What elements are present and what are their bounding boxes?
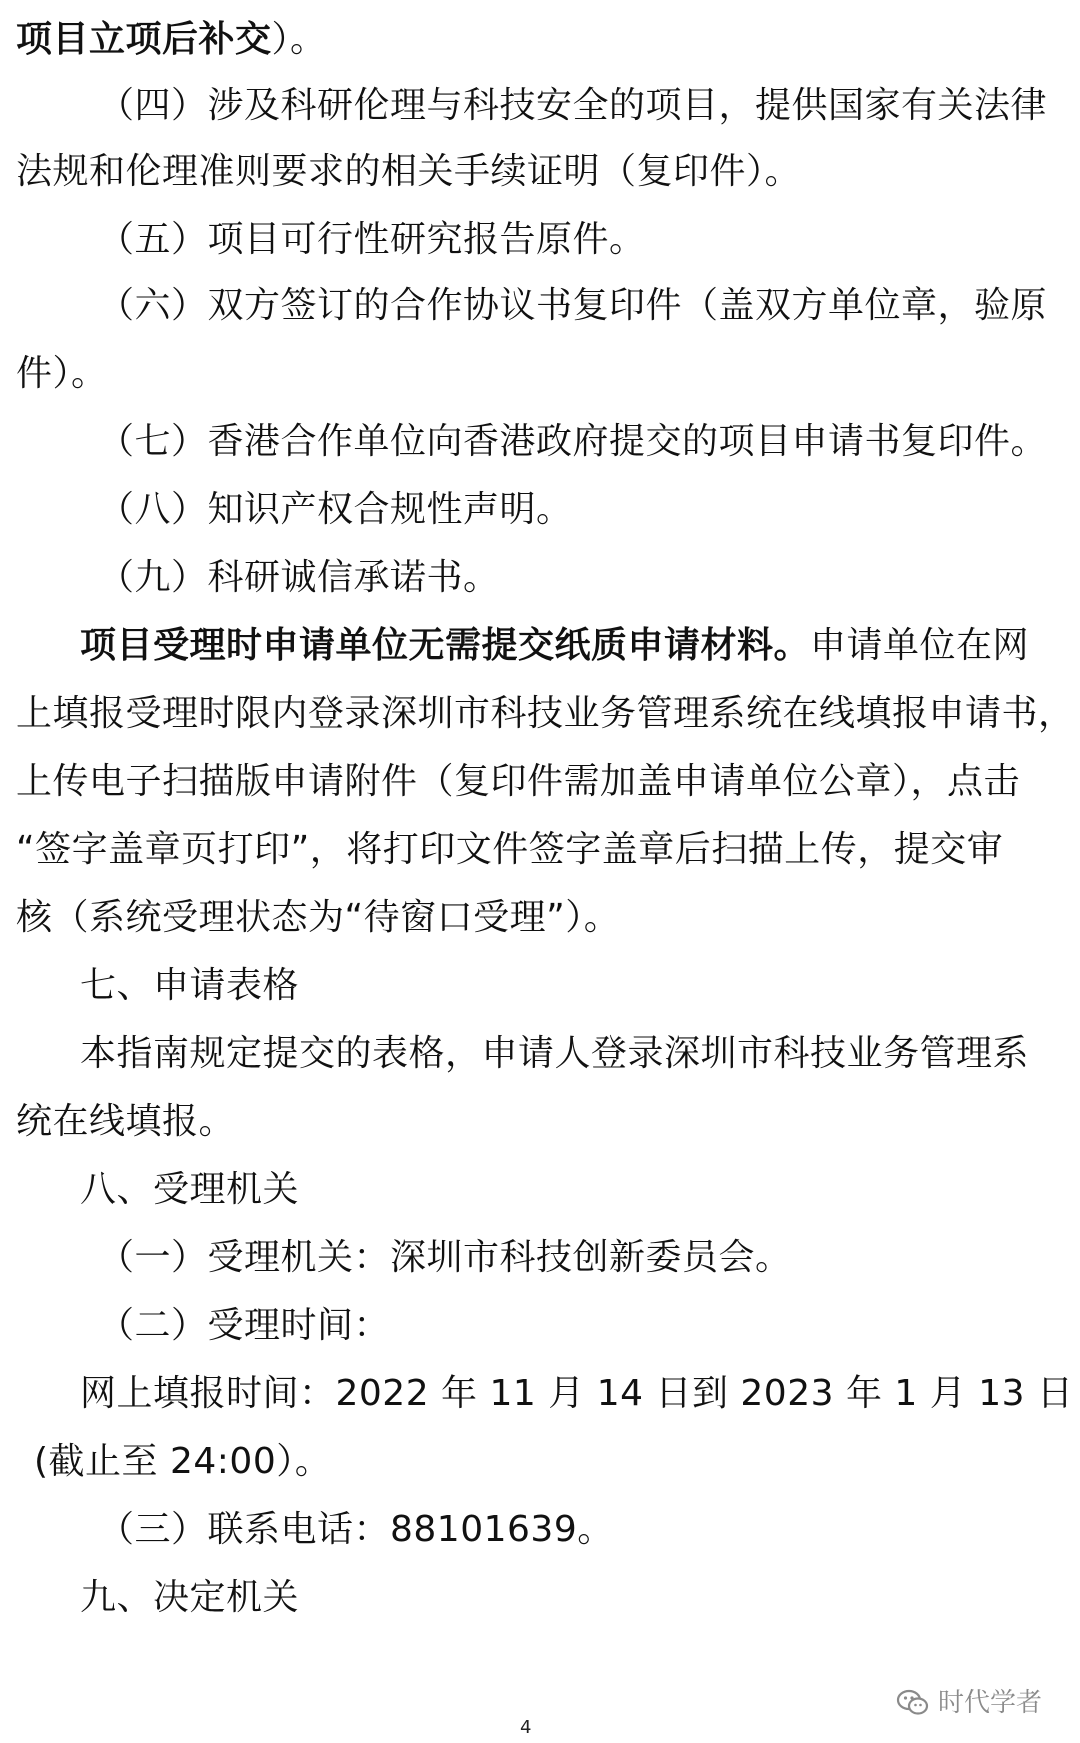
text-run: 本指南规定提交的表格，申请人登录深圳市科技业务管理系	[80, 1033, 1030, 1074]
text-run: 上传电子扫描版申请附件（复印件需加盖申请单位公章），点击	[16, 761, 1021, 802]
text-line	[0, 284, 1080, 328]
text-run: 申请单位在网	[810, 625, 1030, 666]
text-run: 法规和伦理准则要求的相关手续证明（复印件）。	[16, 151, 802, 192]
text-run: 八、受理机关	[80, 1169, 300, 1210]
text-run: （九）科研诚信承诺书。	[98, 557, 500, 598]
text-line	[0, 556, 1080, 600]
text-line	[0, 1168, 1080, 1212]
wechat-icon	[896, 1689, 930, 1717]
bold-text-run: 项目受理时申请单位无需提交纸质申请材料。	[80, 625, 811, 666]
text-run: 网上填报时间：2022 年 11 月 14 日到 2023 年 1 月 13 日	[80, 1373, 1074, 1414]
text-run: 核（系统受理状态为“待窗口受理”）。	[16, 897, 621, 938]
text-run: 九、决定机关	[80, 1577, 300, 1618]
bold-text-run: 项目立项后补交	[16, 19, 272, 60]
text-line	[0, 828, 1080, 872]
text-line	[0, 420, 1080, 464]
text-run: （五）项目可行性研究报告原件。	[98, 219, 646, 260]
text-line	[0, 488, 1080, 532]
text-line	[0, 1236, 1080, 1280]
text-line	[0, 1508, 1080, 1552]
text-line	[0, 150, 1080, 194]
text-run: 上填报受理时限内登录深圳市科技业务管理系统在线填报申请书，	[16, 693, 1075, 734]
text-run: (截止至 24:00）。	[34, 1441, 332, 1482]
text-line	[0, 352, 1080, 396]
watermark-text: 时代学者	[938, 1688, 1043, 1718]
text-run: 七、申请表格	[80, 965, 300, 1006]
text-line	[0, 218, 1080, 262]
text-run: “签字盖章页打印”，将打印文件签字盖章后扫描上传，提交审	[16, 829, 1004, 870]
text-run: （四）涉及科研伦理与科技安全的项目，提供国家有关法律	[98, 85, 1048, 126]
text-line	[0, 1100, 1080, 1144]
text-run: （七）香港合作单位向香港政府提交的项目申请书复印件。	[98, 421, 1048, 462]
watermark	[896, 1688, 1042, 1718]
text-line	[0, 1032, 1080, 1076]
text-run: ）。	[271, 19, 327, 60]
text-run: （六）双方签订的合作协议书复印件（盖双方单位章，验原	[98, 285, 1048, 326]
text-line	[0, 1576, 1080, 1620]
text-line	[0, 624, 1080, 668]
text-run: 件）。	[16, 353, 108, 394]
text-run: （八）知识产权合规性声明。	[98, 489, 573, 530]
text-line	[0, 896, 1080, 940]
text-line	[0, 1440, 1080, 1484]
text-line	[0, 18, 1080, 62]
text-run: （二）受理时间：	[98, 1305, 391, 1346]
text-line	[0, 692, 1080, 736]
text-line	[0, 84, 1080, 128]
text-line	[0, 1372, 1080, 1416]
text-line	[0, 1304, 1080, 1348]
text-run: （一）受理机关：深圳市科技创新委员会。	[98, 1237, 792, 1278]
text-line	[0, 964, 1080, 1008]
text-run: 统在线填报。	[16, 1101, 236, 1142]
page-number: 4	[520, 1717, 532, 1738]
text-line	[0, 760, 1080, 804]
text-run: （三）联系电话：88101639。	[98, 1509, 614, 1550]
